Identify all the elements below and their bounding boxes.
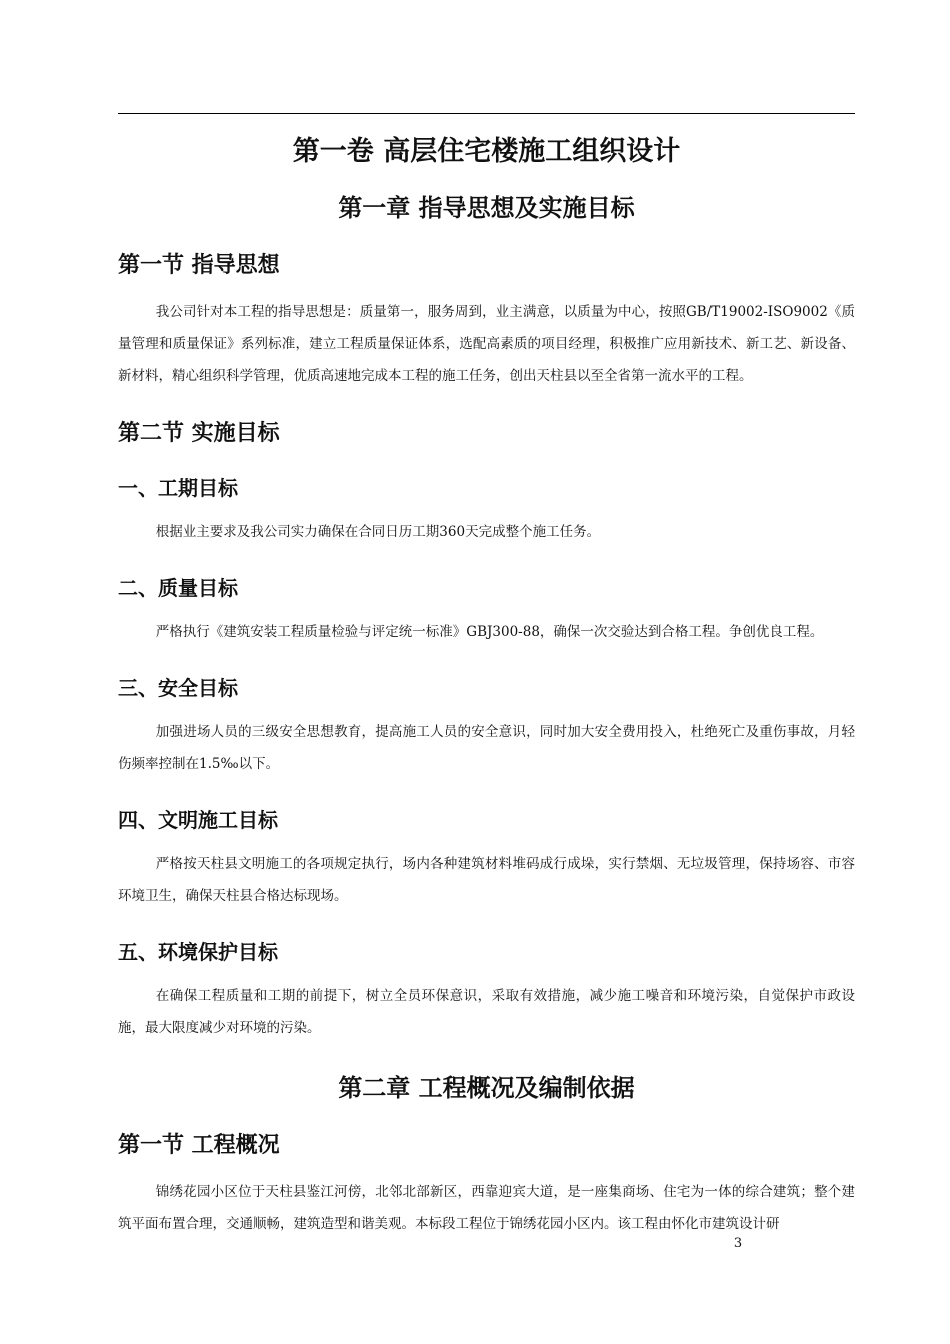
section-title: 第二节 实施目标 [118, 421, 280, 446]
paragraph: 严格按天柱县文明施工的各项规定执行，场内各种建筑材料堆码成行成垛，实行禁烟、无垃圾管理，保持场容、市容环境卫生，确保天柱县合格达标现场。 [118, 856, 855, 904]
chapter-title: 第一章 指导思想及实施目标 [338, 194, 635, 222]
subsection-title: 三、安全目标 [118, 676, 238, 700]
paragraph: 加强进场人员的三级安全思想教育，提高施工人员的安全意识，同时加大安全费用投入，杜绝死亡及重伤事故，月轻伤频率控制在1.5‰以下。 [118, 724, 855, 772]
volume-title: 第一卷 高层住宅楼施工组织设计 [292, 136, 681, 167]
subsection-title: 五、环境保护目标 [118, 940, 278, 964]
paragraph: 锦绣花园小区位于天柱县鉴江河傍，北邻北部新区，西靠迎宾大道，是一座集商场、住宅为一体的综合建筑；整个建筑平面布置合理，交通顺畅，建筑造型和谐美观。本标段工程位于锦绣花园小区内。该工程由怀化市建筑设计研 [118, 1184, 855, 1232]
header-rule [118, 113, 855, 114]
paragraph: 严格执行《建筑安装工程质量检验与评定统一标准》GBJ300-88，确保一次交验达到合格工程。争创优良工程。 [155, 624, 824, 640]
subsection-title: 一、工期目标 [118, 476, 238, 500]
paragraph: 根据业主要求及我公司实力确保在合同日历工期360天完成整个施工任务。 [155, 524, 601, 540]
section-title: 第一节 工程概况 [118, 1133, 280, 1158]
page-number: 3 [733, 1236, 743, 1251]
section-title: 第一节 指导思想 [118, 253, 280, 278]
subsection-title: 四、文明施工目标 [118, 808, 278, 832]
subsection-title: 二、质量目标 [118, 576, 238, 600]
paragraph: 在确保工程质量和工期的前提下，树立全员环保意识，采取有效措施，减少施工噪音和环境污染，自觉保护市政设施，最大限度减少对环境的污染。 [118, 988, 855, 1036]
paragraph: 我公司针对本工程的指导思想是：质量第一，服务周到，业主满意，以质量为中心，按照GB/T19002-ISO9002《质量管理和质量保证》系列标准，建立工程质量保证体系，选配高素质的项目经理，积极推广应用新技术、新工艺、新设备、新材料，精心组织科学管理，优质高速地完成本工程的施工任务，创出天柱县以至全省第一流水平的工程。 [118, 304, 855, 384]
chapter-title: 第二章 工程概况及编制依据 [338, 1074, 635, 1102]
page-content [118, 128, 855, 1240]
